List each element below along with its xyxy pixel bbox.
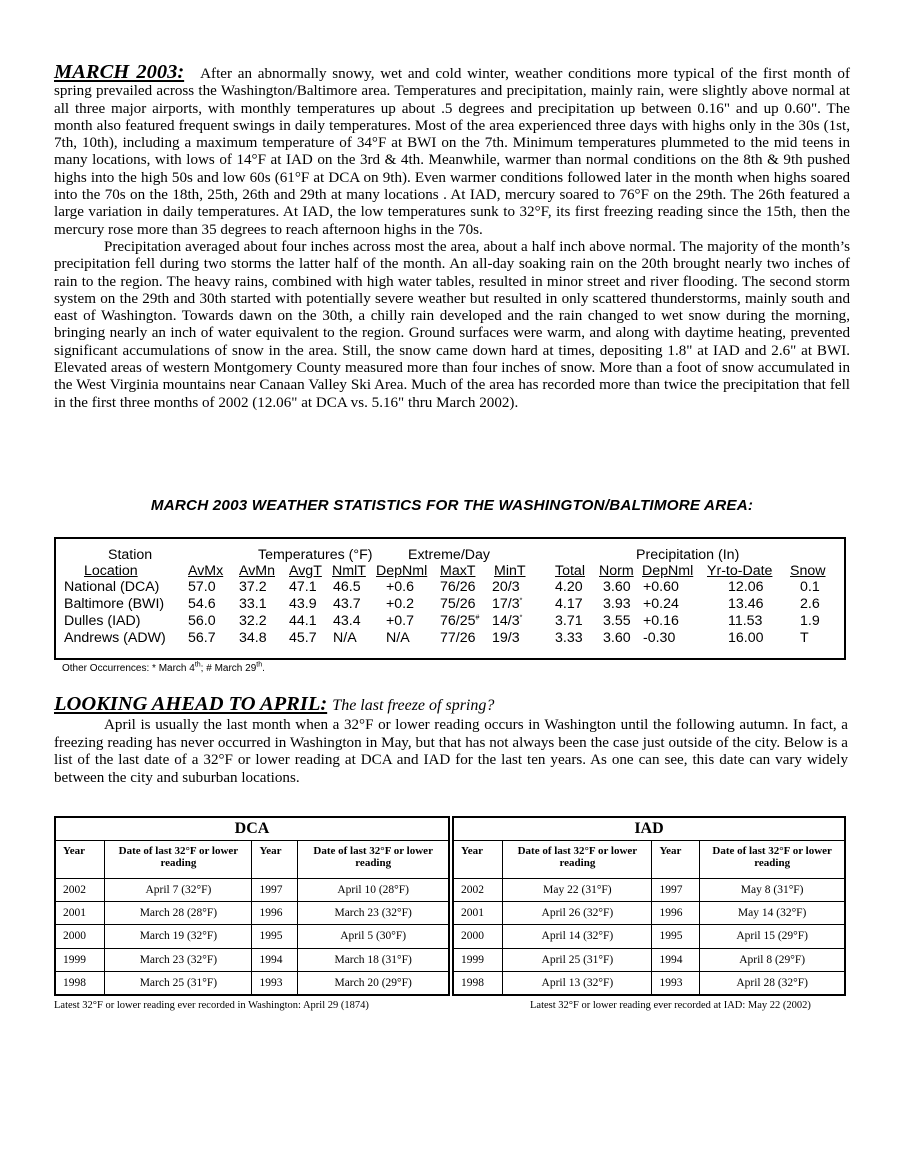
col-precip-depnml: DepNml [642,563,694,579]
stats-cell-depnml: N/A [386,630,410,646]
stats-cell-avgt: 45.7 [289,630,317,646]
stats-cell-norm: 3.60 [603,630,631,646]
stats-cell-depnml: +0.2 [386,596,415,612]
dca-rows [55,879,449,996]
stats-cell-location: Dulles (IAD) [64,613,141,629]
stats-cell-maxt [440,630,476,646]
dca-year-cell: 1999 [55,948,105,971]
dca-date-cell: April 7 (32°F) [105,879,252,902]
occurrence-mark: * [519,597,523,605]
dca-table-row [55,879,449,902]
dca-label: DCA [55,817,449,841]
looking-ahead-paragraph: April is usually the last month when a 32°F or lower reading occurs in Washington until the following autumn. In fact, a freezing reading has never occurred in Washington in May, but that has not always been the case just outside of the city. Below is a list of the last date of a 32°F or lower reading at DCA and IAD for the last ten years. As one can see, this date can vary widely between the city and suburban locations. [54,717,848,786]
col-total: Total [555,563,585,579]
stats-cell-avmx: 57.0 [188,579,216,595]
summary-text-1: After an abnormally snowy, wet and cold winter, weather conditions more typical of the first month of spring prevailed across the Washington/Baltimore area. Temperatures and precipitation, mainly rain, were slightly above normal at all three major airports, with monthly temperatures up about .5 degrees and precipitation up between 0.16" and up 0.60". The month also featured frequent swings in daily temperatures. Most of the area experienced three days with highs only in the 30s (1st, 7th, 10th), including a maximum temperature of 34°F at BWI on the 7th. Minimum temperatures plummeted to the mid teens in many locations, with lows of 14°F at IAD on the 3rd & 4th. Meanwhile, warmer than normal conditions on the 8th & 9th pushed highs into the high 50s and low 60s (61°F at DCA on 9th). Even warmer conditions followed later in the month when highs soared into the 70s on the 18th, 25th, 26th and 29th at many locations . At IAD, mercury soared to 76°F on the 29th. The 26th featured a large variation in daily temperatures. At IAD, the low temperatures sunk to 32°F, its first freezing reading since the 15th, then the mercury rose more than 35 degrees to reach afternoon highs in the 70s. [54,66,850,238]
stats-value-maxt: 76/26 [440,579,476,595]
march-summary [54,61,850,412]
stats-cell-avmn: 34.8 [239,630,267,646]
dca-table-row [55,902,449,925]
last-freeze-table [54,816,846,996]
iad-date-cell: April 28 (32°F) [700,971,845,995]
iad-year-cell: 1994 [652,948,700,971]
iad-year-cell: 1995 [652,925,700,948]
stats-cell-norm: 3.60 [603,579,631,595]
stats-cell-location: National (DCA) [64,579,160,595]
extreme-group-header: Extreme/Day [408,547,490,563]
iad-table-row [453,925,845,948]
dca-year-cell: 1996 [252,902,298,925]
stats-value-maxt: 75/26 [440,596,476,612]
weather-statistics-table [54,537,846,660]
stats-cell-avmn: 37.2 [239,579,267,595]
col-avmn: AvMn [239,563,276,579]
iad-year-header-2: Year [652,841,700,879]
iad-date-cell: April 8 (29°F) [700,948,845,971]
stats-cell-total: 4.20 [555,579,583,595]
dca-year-cell: 2001 [55,902,105,925]
temperatures-group-header: Temperatures (°F) [258,547,373,563]
iad-date-header-2: Date of last 32°F or lower reading [700,841,845,879]
dca-date-cell: March 19 (32°F) [105,925,252,948]
stats-cell-avgt: 47.1 [289,579,317,595]
stats-cell-norm: 3.93 [603,596,631,612]
summary-paragraph-2: Precipitation averaged about four inches across most the area, about a half inch above normal. The majority of the month’s precipitation fell during two storms the latter half of the month. An all-day soaking rain on the 20th brought nearly two inches of rain to the region. The heavy rains, combined with high water tables, resulted in minor street and river flooding. The second storm system on the 29th and 30th started with potentially severe weather but resulted in only scattered thunderstorms, mainly south and east of Washington. Towards dawn on the 30th, a chilly rain developed and the rain changed to wet snow during the morning, bringing nearly an inch of water equivalent to the region. Ground surfaces were warm, and along with daytime heating, prevented significant accumulations of snow in the area. Still, the snow came down hard at times, depositing 1.8" at IAD and 2.6" at BWI. Elevated areas of western Montgomery County measured more than four inches of snow. More than a foot of snow accumulated in the West Virginia mountains near Canaan Valley Ski Area. Much of the area has recorded more than twice the precipitation that fell in the first three months of 2002 (12.06" at DCA vs. 5.16" thru March 2002). [54,238,850,411]
station-group-header: Station [108,547,153,563]
washington-record-footnote: Latest 32°F or lower reading ever recorded in Washington: April 29 (1874) [54,1000,369,1011]
stats-cell-snow: 1.9 [800,613,820,629]
col-avmx: AvMx [188,563,224,579]
occurrence-mark: # [475,614,480,622]
iad-year-cell: 2001 [453,902,503,925]
iad-date-cell: April 13 (32°F) [503,971,652,995]
stats-cell-pdepnml: +0.16 [643,613,679,629]
dca-year-cell: 2000 [55,925,105,948]
stats-cell-maxt [440,613,479,629]
stats-cell-pdepnml: +0.60 [643,579,679,595]
looking-ahead-subtitle: The last freeze of spring? [332,697,495,714]
note-text-1: Other Occurrences: * March 4 [62,663,195,674]
stats-cell-avmx: 54.6 [188,596,216,612]
stats-value-mint: 19/3 [492,630,520,646]
stats-cell-snow: 0.1 [800,579,820,595]
dca-year-cell: 1998 [55,971,105,995]
iad-rows [453,879,845,996]
other-occurrences-note [62,663,265,674]
stats-cell-total: 3.33 [555,630,583,646]
iad-year-cell: 1999 [453,948,503,971]
stats-value-maxt: 77/26 [440,630,476,646]
stats-cell-maxt [440,596,476,612]
precipitation-group-header: Precipitation (In) [636,547,740,563]
looking-ahead-title: LOOKING AHEAD TO APRIL: [54,693,328,715]
note-text-3: . [262,663,265,674]
stats-cell-nmlt: N/A [333,630,357,646]
dca-date-cell: March 25 (31°F) [105,971,252,995]
note-sup-1: th [194,661,201,669]
dca-year-cell: 1995 [252,925,298,948]
stats-cell-mint [492,579,520,595]
stats-cell-maxt [440,579,476,595]
dca-year-header-1: Year [55,841,105,879]
iad-date-cell: May 8 (31°F) [700,879,845,902]
dca-year-cell: 1994 [252,948,298,971]
dca-year-header-2: Year [252,841,298,879]
col-yr-to-date: Yr-to-Date [707,563,773,579]
dca-date-cell: March 28 (28°F) [105,902,252,925]
stats-cell-avmn: 32.2 [239,613,267,629]
stats-value-maxt: 76/25 [440,613,476,629]
occurrence-mark: * [519,614,523,622]
looking-ahead-heading [54,693,494,716]
stats-cell-nmlt: 43.4 [333,613,361,629]
iad-record-footnote: Latest 32°F or lower reading ever recorded at IAD: May 22 (2002) [530,1000,811,1011]
col-mint: MinT [494,563,526,579]
iad-year-cell: 1993 [652,971,700,995]
iad-table-row [453,971,845,995]
stats-cell-ytd: 13.46 [728,596,764,612]
dca-year-cell: 1993 [252,971,298,995]
col-maxt: MaxT [440,563,476,579]
iad-year-cell: 1996 [652,902,700,925]
stats-cell-total: 3.71 [555,613,583,629]
col-location: Location [84,563,138,579]
stats-cell-ytd: 12.06 [728,579,764,595]
stats-cell-avmx: 56.7 [188,630,216,646]
col-depnml: DepNml [376,563,428,579]
stats-cell-location: Andrews (ADW) [64,630,166,646]
stats-cell-ytd: 11.53 [728,613,763,629]
iad-date-cell: April 15 (29°F) [700,925,845,948]
stats-cell-ytd: 16.00 [728,630,764,646]
stats-cell-snow: T [800,630,809,646]
dca-year-cell: 2002 [55,879,105,902]
stats-cell-pdepnml: +0.24 [643,596,679,612]
col-snow: Snow [790,563,826,579]
stats-cell-location: Baltimore (BWI) [64,596,165,612]
dca-date-cell: March 18 (31°F) [298,948,449,971]
stats-cell-avgt: 43.9 [289,596,317,612]
stats-value-mint: 20/3 [492,579,520,595]
dca-date-cell: March 23 (32°F) [298,902,449,925]
iad-date-cell: May 22 (31°F) [503,879,652,902]
iad-year-header-1: Year [453,841,503,879]
iad-date-cell: April 25 (31°F) [503,948,652,971]
iad-date-cell: May 14 (32°F) [700,902,845,925]
iad-table-row [453,879,845,902]
dca-freeze-table [54,816,450,996]
col-avgt: AvgT [289,563,322,579]
iad-label: IAD [453,817,845,841]
stats-cell-total: 4.17 [555,596,583,612]
dca-date-header-1: Date of last 32°F or lower reading [105,841,252,879]
stats-cell-avmx: 56.0 [188,613,216,629]
stats-cell-avmn: 33.1 [239,596,267,612]
iad-table-row [453,948,845,971]
iad-year-cell: 2000 [453,925,503,948]
col-norm: Norm [599,563,634,579]
stats-cell-pdepnml: -0.30 [643,630,676,646]
stats-cell-depnml: +0.6 [386,579,415,595]
stats-title: MARCH 2003 WEATHER STATISTICS FOR THE WASHINGTON/BALTIMORE AREA: [150,497,754,514]
iad-table-row [453,902,845,925]
march-headline: MARCH 2003: [54,61,185,83]
iad-date-cell: April 26 (32°F) [503,902,652,925]
note-sup-2: th [256,661,263,669]
iad-date-header-1: Date of last 32°F or lower reading [503,841,652,879]
stats-cell-nmlt: 46.5 [333,579,361,595]
stats-cell-mint [492,596,522,612]
note-text-2: ; # March 29 [200,663,257,674]
stats-cell-avgt: 44.1 [289,613,317,629]
dca-date-cell: April 10 (28°F) [298,879,449,902]
stats-cell-snow: 2.6 [800,596,820,612]
stats-cell-nmlt: 43.7 [333,596,361,612]
summary-paragraph-1 [54,61,850,239]
iad-freeze-table [452,816,846,996]
iad-date-cell: April 14 (32°F) [503,925,652,948]
dca-date-header-2: Date of last 32°F or lower reading [298,841,449,879]
stats-value-mint: 17/3 [492,596,520,612]
dca-table-row [55,971,449,995]
iad-year-cell: 1998 [453,971,503,995]
dca-table-row [55,948,449,971]
stats-value-mint: 14/3 [492,613,520,629]
stats-cell-depnml: +0.7 [386,613,415,629]
dca-date-cell: March 23 (32°F) [105,948,252,971]
stats-cell-norm: 3.55 [603,613,631,629]
dca-table-row [55,925,449,948]
stats-cell-mint [492,630,520,646]
dca-date-cell: March 20 (29°F) [298,971,449,995]
iad-year-cell: 2002 [453,879,503,902]
iad-year-cell: 1997 [652,879,700,902]
dca-year-cell: 1997 [252,879,298,902]
stats-cell-mint [492,613,522,629]
dca-date-cell: April 5 (30°F) [298,925,449,948]
col-nmlt: NmlT [332,563,366,579]
